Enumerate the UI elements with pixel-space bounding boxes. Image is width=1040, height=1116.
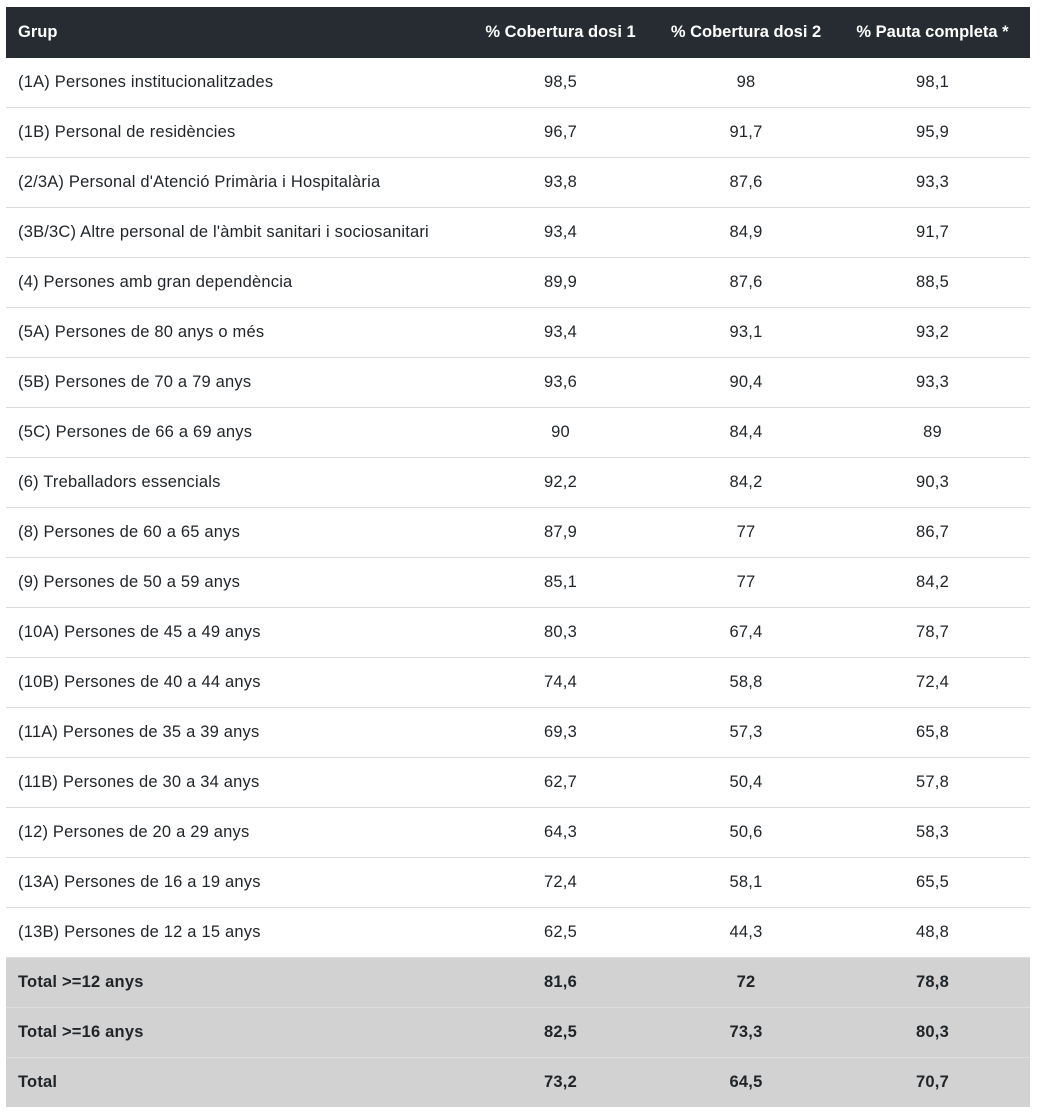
cell-dose1: 92,2 <box>464 458 657 508</box>
cell-dose2: 87,6 <box>657 258 835 308</box>
cell-group: (13B) Persones de 12 a 15 anys <box>6 908 464 958</box>
cell-group: (12) Persones de 20 a 29 anys <box>6 808 464 858</box>
table-row <box>6 808 1030 858</box>
cell-dose1: 98,5 <box>464 58 657 108</box>
table-row <box>6 658 1030 708</box>
cell-group: (3B/3C) Altre personal de l'àmbit sanitari i sociosanitari <box>6 208 464 258</box>
cell-complete: 80,3 <box>835 1008 1030 1058</box>
cell-complete: 65,5 <box>835 858 1030 908</box>
cell-dose2: 57,3 <box>657 708 835 758</box>
cell-dose2: 77 <box>657 508 835 558</box>
cell-dose1: 89,9 <box>464 258 657 308</box>
cell-group: (9) Persones de 50 a 59 anys <box>6 558 464 608</box>
table-row <box>6 908 1030 958</box>
cell-dose2: 87,6 <box>657 158 835 208</box>
cell-complete: 89 <box>835 408 1030 458</box>
cell-dose1: 62,5 <box>464 908 657 958</box>
cell-complete: 88,5 <box>835 258 1030 308</box>
vaccination-coverage-table <box>6 7 1030 1107</box>
cell-dose1: 72,4 <box>464 858 657 908</box>
cell-group: (8) Persones de 60 a 65 anys <box>6 508 464 558</box>
cell-group: (1B) Personal de residències <box>6 108 464 158</box>
table-row <box>6 108 1030 158</box>
table-header <box>6 7 1030 58</box>
column-header-group: Grup <box>6 7 464 58</box>
cell-dose2: 50,4 <box>657 758 835 808</box>
table-row <box>6 708 1030 758</box>
cell-complete: 78,8 <box>835 958 1030 1008</box>
cell-dose2: 84,2 <box>657 458 835 508</box>
cell-complete: 84,2 <box>835 558 1030 608</box>
table-row <box>6 508 1030 558</box>
cell-dose1: 93,6 <box>464 358 657 408</box>
cell-dose1: 80,3 <box>464 608 657 658</box>
cell-dose2: 98 <box>657 58 835 108</box>
cell-dose2: 58,8 <box>657 658 835 708</box>
cell-group: (10A) Persones de 45 a 49 anys <box>6 608 464 658</box>
cell-dose1: 64,3 <box>464 808 657 858</box>
table-body <box>6 58 1030 1108</box>
table-row <box>6 758 1030 808</box>
total-row <box>6 1008 1030 1058</box>
cell-dose1: 93,4 <box>464 308 657 358</box>
table-row <box>6 208 1030 258</box>
column-header-complete: % Pauta completa * <box>835 7 1030 58</box>
table-row <box>6 558 1030 608</box>
cell-complete: 48,8 <box>835 908 1030 958</box>
column-header-dose2: % Cobertura dosi 2 <box>657 7 835 58</box>
cell-dose1: 81,6 <box>464 958 657 1008</box>
cell-group: (11A) Persones de 35 a 39 anys <box>6 708 464 758</box>
table-row <box>6 258 1030 308</box>
column-header-dose1: % Cobertura dosi 1 <box>464 7 657 58</box>
cell-group: (13A) Persones de 16 a 19 anys <box>6 858 464 908</box>
table-row <box>6 158 1030 208</box>
cell-dose1: 93,8 <box>464 158 657 208</box>
cell-dose2: 67,4 <box>657 608 835 658</box>
cell-dose1: 85,1 <box>464 558 657 608</box>
cell-complete: 91,7 <box>835 208 1030 258</box>
cell-complete: 95,9 <box>835 108 1030 158</box>
cell-group: (2/3A) Personal d'Atenció Primària i Hospitalària <box>6 158 464 208</box>
table-row <box>6 58 1030 108</box>
cell-dose2: 84,9 <box>657 208 835 258</box>
cell-group: (6) Treballadors essencials <box>6 458 464 508</box>
cell-dose1: 87,9 <box>464 508 657 558</box>
table-row <box>6 608 1030 658</box>
cell-complete: 65,8 <box>835 708 1030 758</box>
cell-group: (1A) Persones institucionalitzades <box>6 58 464 108</box>
cell-dose2: 72 <box>657 958 835 1008</box>
cell-group: (4) Persones amb gran dependència <box>6 258 464 308</box>
cell-dose1: 69,3 <box>464 708 657 758</box>
cell-complete: 90,3 <box>835 458 1030 508</box>
cell-group: (11B) Persones de 30 a 34 anys <box>6 758 464 808</box>
cell-group: Total >=16 anys <box>6 1008 464 1058</box>
total-row <box>6 1058 1030 1108</box>
cell-complete: 57,8 <box>835 758 1030 808</box>
header-row <box>6 7 1030 58</box>
cell-group: (10B) Persones de 40 a 44 anys <box>6 658 464 708</box>
cell-complete: 93,3 <box>835 358 1030 408</box>
cell-dose1: 74,4 <box>464 658 657 708</box>
table-row <box>6 458 1030 508</box>
cell-dose1: 62,7 <box>464 758 657 808</box>
cell-dose2: 91,7 <box>657 108 835 158</box>
cell-complete: 72,4 <box>835 658 1030 708</box>
table-row <box>6 858 1030 908</box>
cell-group: (5B) Persones de 70 a 79 anys <box>6 358 464 408</box>
cell-dose2: 44,3 <box>657 908 835 958</box>
cell-complete: 78,7 <box>835 608 1030 658</box>
cell-group: Total >=12 anys <box>6 958 464 1008</box>
cell-dose2: 50,6 <box>657 808 835 858</box>
cell-dose2: 73,3 <box>657 1008 835 1058</box>
table-row <box>6 358 1030 408</box>
cell-dose1: 73,2 <box>464 1058 657 1108</box>
cell-dose2: 84,4 <box>657 408 835 458</box>
cell-complete: 58,3 <box>835 808 1030 858</box>
cell-group: (5A) Persones de 80 anys o més <box>6 308 464 358</box>
table-row <box>6 308 1030 358</box>
cell-complete: 93,3 <box>835 158 1030 208</box>
cell-complete: 93,2 <box>835 308 1030 358</box>
cell-dose2: 93,1 <box>657 308 835 358</box>
table-row <box>6 408 1030 458</box>
cell-dose2: 58,1 <box>657 858 835 908</box>
coverage-table-container <box>6 7 1030 1107</box>
cell-complete: 70,7 <box>835 1058 1030 1108</box>
cell-dose2: 77 <box>657 558 835 608</box>
cell-dose1: 96,7 <box>464 108 657 158</box>
cell-dose1: 82,5 <box>464 1008 657 1058</box>
cell-group: Total <box>6 1058 464 1108</box>
cell-complete: 86,7 <box>835 508 1030 558</box>
cell-complete: 98,1 <box>835 58 1030 108</box>
cell-dose1: 93,4 <box>464 208 657 258</box>
cell-group: (5C) Persones de 66 a 69 anys <box>6 408 464 458</box>
cell-dose2: 90,4 <box>657 358 835 408</box>
cell-dose2: 64,5 <box>657 1058 835 1108</box>
cell-dose1: 90 <box>464 408 657 458</box>
total-row <box>6 958 1030 1008</box>
